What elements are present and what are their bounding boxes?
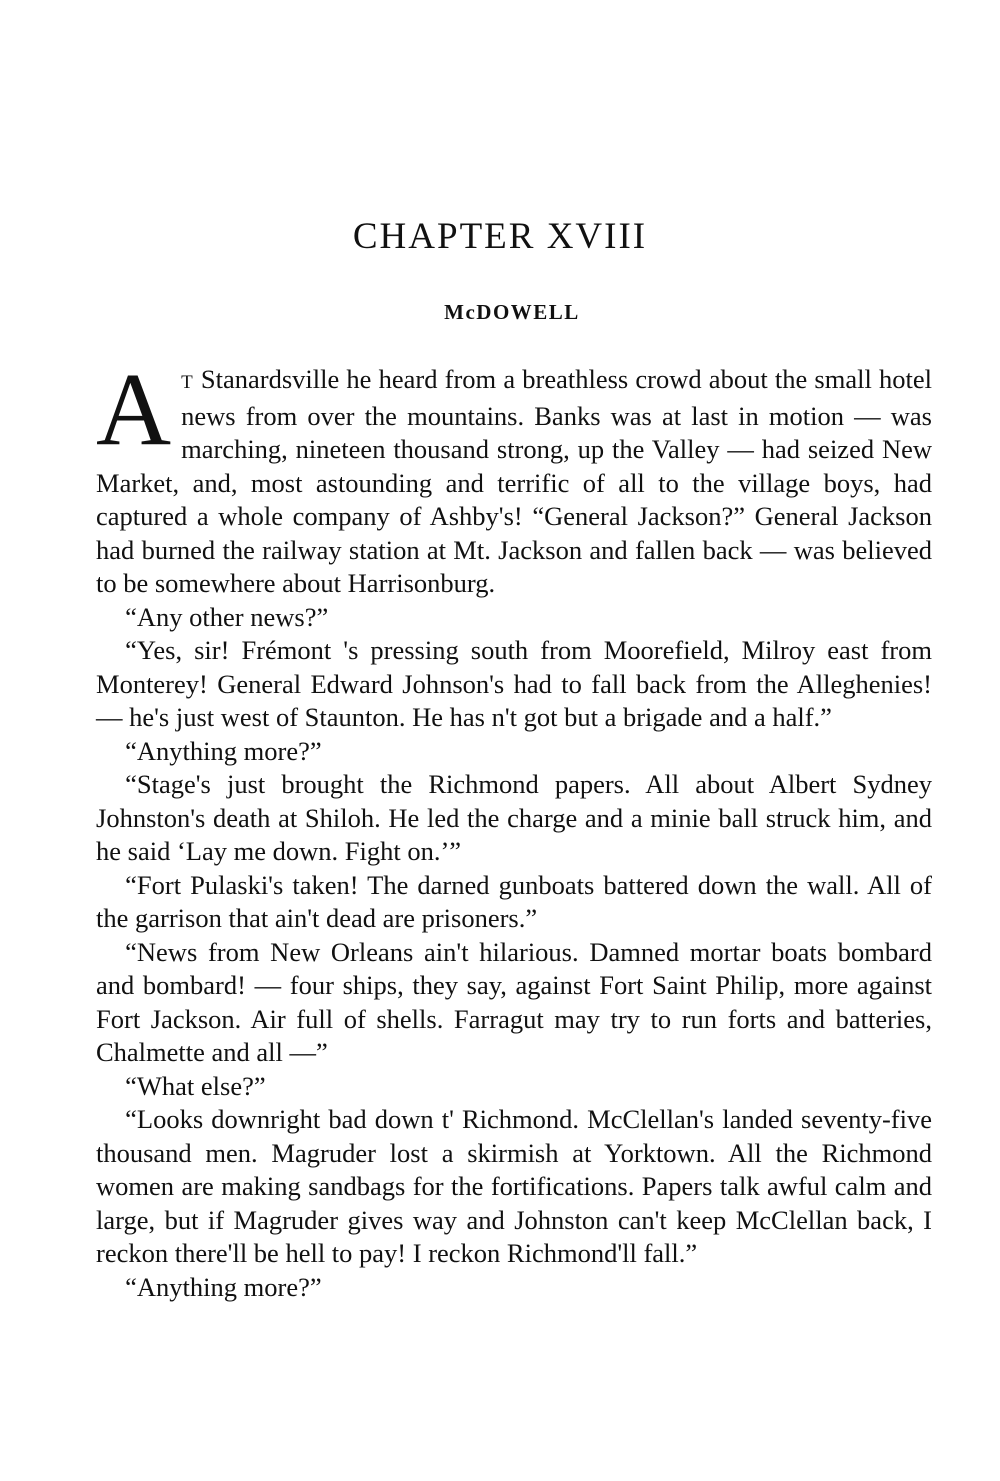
paragraph-text: Stanardsville he heard from a breathless crowd about the small hotel news from over the mountains. Banks was at last in motion — was marching, nineteen thousand strong, up the Valley — had seized New Market, and, most astounding and terrific of all to the village boys, had captured a whole company of Ashby's! “General Jackson?” General Jackson had burned the railway station at Mt. Jackson and fallen back — was believed to be somewhere about Harrisonburg. (96, 364, 932, 598)
chapter-text (96, 352, 932, 1304)
paragraph: “News from New Orleans ain't hilarious. Damned mortar boats bombard and bombard! — four ships, they say, against Fort Saint Philip, more against Fort Jackson. Air full of shells. Farragut may try to run forts and batteries, Chalmette and all —” (96, 936, 932, 1067)
paragraph: “Looks downright bad down t' Richmond. McClellan's landed seventy-five thousand men. Magruder lost a skirmish at Yorktown. All the Richmond women are making sandbags for the fortifications. Papers talk awful calm and large, but if Magruder gives way and Johnston can't keep McClellan back, I reckon there'll be hell to pay! I reckon Richmond'll fall.” (96, 1104, 932, 1268)
chapter-subtitle: McDOWELL (444, 300, 580, 324)
paragraph: “What else?” (125, 1070, 266, 1101)
small-caps-lead: T (181, 372, 194, 393)
paragraph: “Yes, sir! Frémont 's pressing south from Moorefield, Milroy east from Monterey! General Edward Johnson's had to fall back from the Alleghenies! — he's just west of Staunton. He has n't got but a brigade and a half.” (96, 635, 932, 732)
paragraph: “Fort Pulaski's taken! The darned gunboats battered down the wall. All of the garrison that ain't dead are prisoners.” (96, 869, 932, 933)
paragraph: “Any other news?” (125, 601, 329, 632)
chapter-title: CHAPTER XVIII (352, 216, 648, 257)
paragraph: “Anything more?” (125, 1271, 322, 1302)
paragraph (96, 352, 932, 601)
paragraph: “Stage's just brought the Richmond papers. All about Albert Sydney Johnston's death at Shiloh. He led the charge and a minie ball struck him, and he said ‘Lay me down. Fight on.’” (96, 769, 932, 866)
paragraph: “Anything more?” (125, 735, 322, 766)
drop-cap: A (96, 352, 172, 467)
